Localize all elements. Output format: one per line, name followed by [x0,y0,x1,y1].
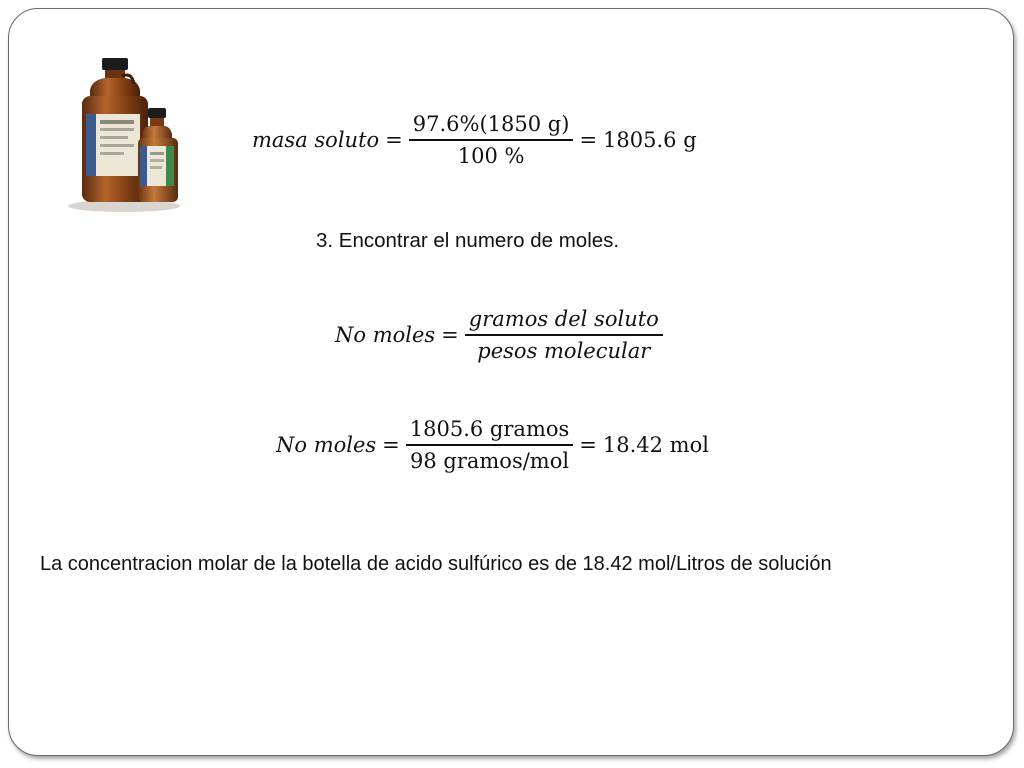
eq3-lhs: No moles [276,433,377,457]
eq1-numerator: 97.6%(1850 g) [412,112,570,136]
moles-formula-equation [335,304,663,366]
conclusion-text: La concentracion molar de la botella de acido sulfúrico es de 18.42 mol/Litros de solución [40,553,832,575]
eq1-result: 1805.6 g [603,128,697,152]
eq2-equals: = [441,323,459,347]
reagent-bottles-image [62,56,186,214]
eq1-equals-2: = [579,128,598,152]
eq2-denominator: pesos molecular [477,339,651,363]
eq1-denominator: 100 % [457,144,525,168]
eq2-numerator: gramos del soluto [468,307,659,331]
eq1-equals: = [385,128,403,152]
eq3-result: 18.42 mol [602,433,709,457]
eq2-fraction [465,304,663,366]
moles-calculation-equation [276,414,709,476]
eq2-lhs: No moles [335,323,436,347]
eq3-numerator: 1805.6 gramos [409,417,570,441]
eq1-lhs: masa soluto [252,128,380,152]
eq3-equals: = [382,433,400,457]
step-3-text: 3. Encontrar el numero de moles. [316,229,620,252]
eq3-equals-2: = [579,433,597,457]
eq3-denominator: 98 gramos/mol [409,449,570,473]
eq3-fraction [406,414,574,476]
mass-solute-equation [252,109,697,171]
eq1-fraction [409,109,574,171]
